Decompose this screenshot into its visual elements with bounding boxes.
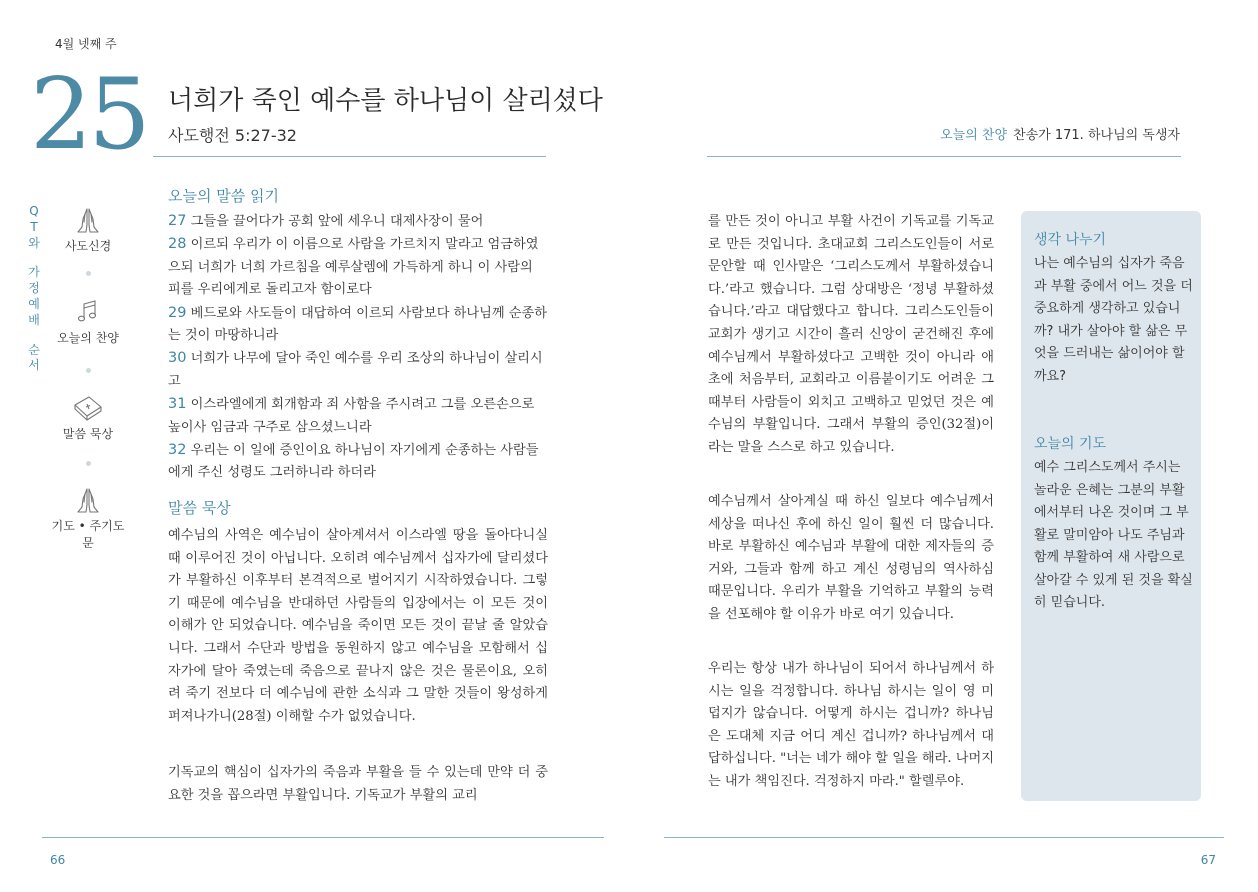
verse-text: 이스라엘에게 회개함과 죄 사함을 주시려고 그를 오른손으로 높이사 임금과 구주로 삼으셨느니라 <box>168 397 535 435</box>
verse <box>168 393 548 439</box>
step-label: 사도신경 <box>64 239 112 253</box>
music-note-icon <box>73 297 103 327</box>
vlabel-char: 정 <box>28 281 40 296</box>
page-number-right: 67 <box>1200 853 1216 867</box>
bible-icon <box>72 393 104 423</box>
meditation-paragraph: 예수님의 사역은 예수님이 살아계셔서 이스라엘 땅을 돌아다니실 때 이루어진 것이 아닙니다. 오히려 예수님께서 십자가에 달리셨다가 부활하신 이후부터 본격적으로 벌어지기 시작하였습니다. 그렇기 때문에 예수님을 반대하던 사람들의 입장에서는 이 모든 것이 이해가 안 되었습니다. 예수님을 죽이면 모든 것이 끝날 줄 알았습니다. 그래서 수단과 방법을 동원하지 않고 예수님을 모함해서 십자가에 달아 죽였는데 죽음으로 끝나지 않은 것은 물론이요, 오히려 죽기 전보다 더 예수님에 관한 소식과 그 말한 것들이 왕성하게 퍼져나가니(28절) 이해할 수가 없었습니다. <box>168 528 548 724</box>
footer-rule-right <box>664 837 1224 838</box>
footer-rule-left <box>42 837 604 838</box>
verse <box>168 347 548 393</box>
vlabel-char: 와 <box>28 235 40 250</box>
praying-hands-icon <box>73 485 103 515</box>
step-label: 말씀 묵상 <box>62 427 114 441</box>
prayer-text: 예수 그리스도께서 주시는 놀라운 은혜는 그분의 부활에서부터 나온 것이며 그 부활로 말미암아 나도 주님과 함께 부활하여 새 사람으로 살아갈 수 있게 된 것을 확실히 믿습니다. <box>1034 460 1193 610</box>
verse-text: 베드로와 사도들이 대답하여 이르되 사람보다 하나님께 순종하는 것이 마땅하니라 <box>168 305 548 344</box>
verse <box>168 233 548 301</box>
meditation-paragraph: 예수님께서 살아계실 때 하신 일보다 예수님께서 세상을 떠나신 후에 하신 일이 훨씬 더 많습니다. 바로 부활하신 예수님과 부활에 대한 제자들의 증거와, 그들과 함께 하고 계신 성령님의 역사하심 때문입니다. 우리가 부활을 기억하고 부활의 능력을 선포해야 할 이유가 바로 여기 있습니다. <box>708 494 994 622</box>
vlabel-char: 예 <box>28 296 40 311</box>
reading-heading: 오늘의 말씀 읽기 <box>168 187 279 205</box>
meditation-paragraph: 를 만든 것이 아니고 부활 사건이 기독교를 기독교로 만든 것입니다. 초대교회 그리스도인들이 서로 문안할 때 인사말은 ‘그리스도께서 부활하셨습니다.’라고 했습니다. 그럼 상대방은 ‘정녕 부활하셨습니다.’라고 대답했다고 합니다. 그리스도인들이 교회가 생기고 시간이 흘러 신앙이 굳건해진 후에 예수님께서 부활하셨다고 고백한 것이 아니라 애초에 처음부터, 교회라고 이름붙이기도 어려운 그 때부터 사람들이 외치고 고백하고 믿었던 것은 예수님의 부활입니다. 그래서 부활의 증인(32절)이라는 말을 스스로 하고 있습니다. <box>708 214 994 455</box>
vlabel-char: 가 <box>28 265 40 280</box>
meditation-paragraph: 기독교의 핵심이 십자가의 죽음과 부활을 들 수 있는데 만약 더 중요한 것을 꼽으라면 부활입니다. 기독교가 부활의 교리 <box>168 765 548 803</box>
hymn-label: 오늘의 찬양 <box>940 128 1008 143</box>
header-rule-left <box>153 156 546 157</box>
scripture-reference: 사도행전 5:27-32 <box>168 126 297 145</box>
verse-list <box>168 210 548 485</box>
verse-number: 32 <box>168 442 187 459</box>
verse-text: 그들을 끌어다가 공회 앞에 세우니 대제사장이 물어 <box>186 214 484 229</box>
verse-number: 29 <box>168 304 187 321</box>
verse <box>168 439 548 485</box>
share-heading: 생각 나누기 <box>1034 232 1107 248</box>
vlabel-char: T <box>30 219 38 234</box>
page-number-left: 66 <box>50 853 66 867</box>
hymn-value: 찬송가 171. 하나님의 독생자 <box>1013 128 1180 143</box>
meditation-paragraph: 우리는 항상 내가 하나님이 되어서 하나님께서 하시는 일을 걱정합니다. 하나님 하시는 일이 영 미덥지가 않습니다. 어떻게 하시는 겁니까? 하나님은 도대체 지금 어디 계신 겁니까? 하나님께서 대답하십니다. "너는 네가 해야 할 일을 해라. 나머지는 내가 책임진다. 걱정하지 마라." 할렐루야. <box>708 661 994 789</box>
week-label: 4월 넷째 주 <box>55 37 117 51</box>
step-label: 기도 • 주기도문 <box>51 519 125 550</box>
praying-hands-icon <box>73 205 103 235</box>
verse-number: 27 <box>168 213 187 229</box>
verse-number: 30 <box>168 350 187 367</box>
todays-hymn <box>940 124 1180 143</box>
step-divider-dot <box>86 271 91 276</box>
prayer-heading: 오늘의 기도 <box>1034 436 1107 452</box>
vlabel-char: Q <box>29 204 39 218</box>
verse <box>168 210 548 233</box>
step-todays-hymn <box>50 297 126 346</box>
verse-text: 우리는 이 일에 증인이요 하나님이 자기에게 순종하는 사람들에게 주신 성령도 그러하니라 하더라 <box>168 443 539 481</box>
qt-family-worship-label <box>27 204 41 374</box>
vlabel-char: 배 <box>28 312 40 327</box>
step-apostles-creed <box>50 205 126 254</box>
verse <box>168 302 548 348</box>
day-number: 25 <box>30 58 147 172</box>
step-label: 오늘의 찬양 <box>57 331 119 345</box>
header-rule-right <box>707 156 1181 157</box>
step-divider-dot <box>86 368 91 373</box>
page-title: 너희가 죽인 예수를 하나님이 살리셨다 <box>168 86 603 116</box>
verse-number: 28 <box>168 236 187 253</box>
verse-text: 너희가 나무에 달아 죽인 예수를 우리 조상의 하나님이 살리시고 <box>168 351 543 389</box>
reflection-box <box>1021 211 1201 801</box>
step-divider-dot <box>86 461 91 466</box>
meditation-heading: 말씀 묵상 <box>168 499 231 517</box>
verse-number: 31 <box>168 396 187 413</box>
verse-text: 이르되 우리가 이 이름으로 사람을 가르치지 말라고 엄금하였으되 너희가 너희 가르침을 예루살렘에 가득하게 하니 이 사람의 피를 우리에게로 돌리고자 함이로다 <box>168 237 539 298</box>
step-word-meditation <box>50 393 126 442</box>
share-text: 나는 예수님의 십자가 죽음과 부활 중에서 어느 것을 더 중요하게 생각하고 있습니까? 내가 살아야 할 삶은 무엇을 드러내는 삶이어야 할까요? <box>1034 256 1193 384</box>
step-prayer <box>50 485 126 551</box>
vlabel-char: 서 <box>28 358 40 373</box>
vlabel-char: 순 <box>28 342 40 357</box>
